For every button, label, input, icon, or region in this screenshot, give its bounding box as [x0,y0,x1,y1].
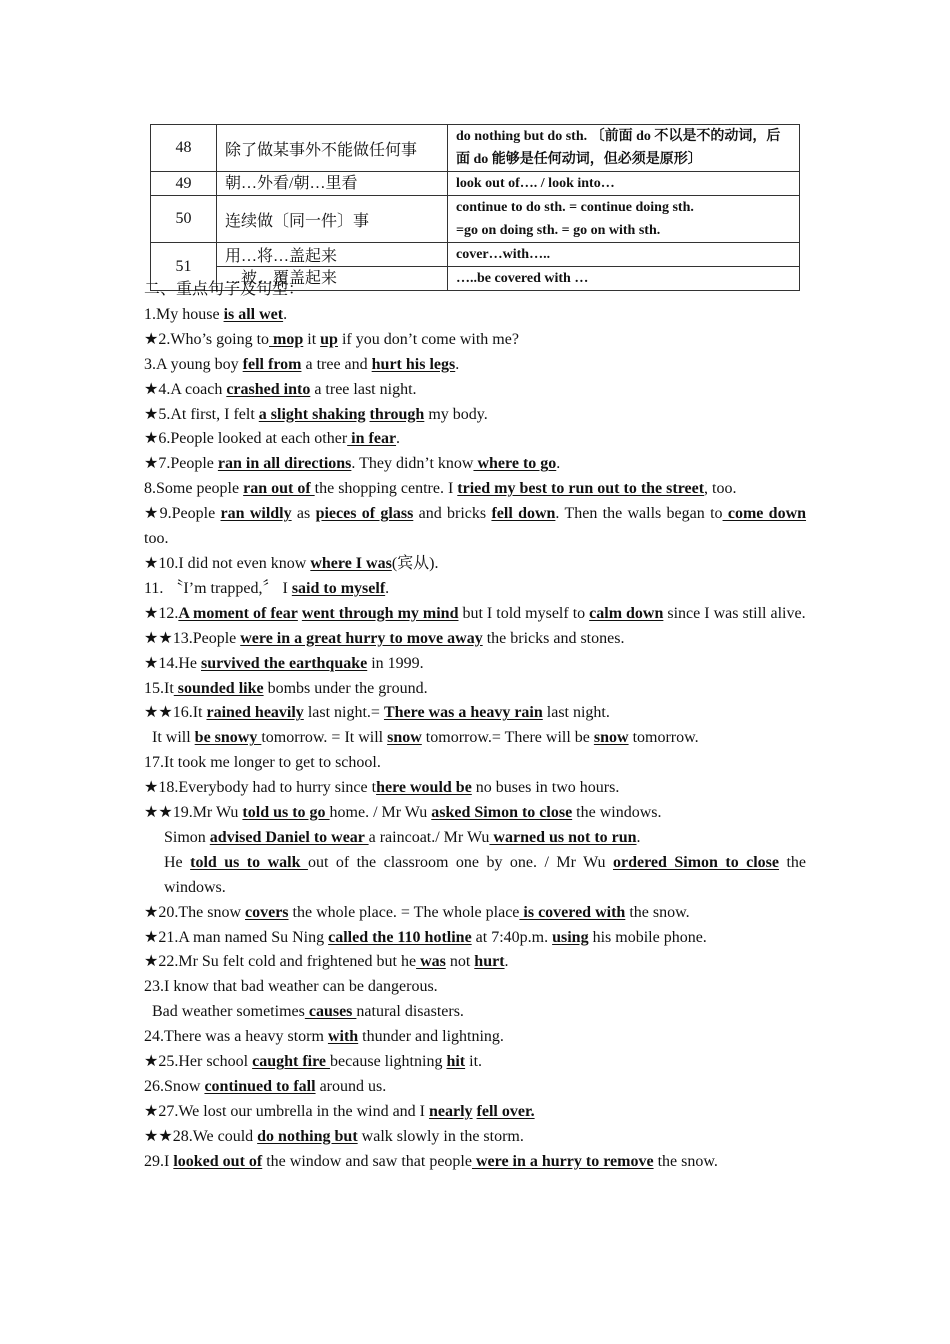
sentence-text: it [303,330,321,348]
section-title: 二、重点句子及句型： [144,281,305,298]
key-phrase: where I was [310,554,392,572]
sentence-text: (宾从). [391,554,439,572]
sentence-text: . [636,828,641,846]
key-phrase: ordered Simon to close [612,853,780,871]
key-phrase: where to go [473,455,557,473]
sentence-text: 24.There was a heavy storm [144,1028,328,1046]
key-phrase: covers [245,903,289,921]
sentence-text: 1.My house [144,305,224,323]
sentence-line [144,975,806,1000]
key-phrase: calm down [589,604,664,622]
key-phrase: fell over. [476,1102,535,1120]
chinese-meaning: 除了做某事外不能做任何事 [217,125,448,172]
sentence-text: tomorrow. = It will [261,729,388,747]
key-phrase: said to myself [291,579,386,597]
sentence-text: it. [465,1053,483,1071]
table-row [151,243,800,267]
sentence-text: ★14.He [144,654,201,672]
table-row [151,196,800,243]
row-number: 50 [151,196,217,243]
sentence-line [144,1075,806,1100]
key-phrase: called the 110 hotline [328,928,472,946]
sentence-text: 15.It [144,679,174,697]
key-phrase: come down [722,505,807,523]
sentence-text: 3.A young boy [144,355,243,373]
key-phrase: pieces of glass [315,505,414,523]
key-phrase: fell from [242,355,302,373]
sentence-line [144,776,806,801]
sentence-text: his mobile phone. [588,928,707,946]
sentence-text: 17.It took me longer to get to school. [144,754,381,772]
sentence-text: natural disasters. [356,1003,464,1021]
sentence-text: thunder and lightning. [358,1028,504,1046]
vocabulary-table-container [150,124,800,291]
sentence-text: since I was still alive. [663,604,806,622]
sentence-text: ★22.Mr Su felt cold and frightened but he [144,953,417,971]
key-phrase: went through my mind [301,604,459,622]
sentence-line [144,851,806,901]
key-phrase: nearly [429,1102,473,1120]
key-phrase: ran in all directions [217,455,352,473]
key-phrase: up [320,330,338,348]
sentence-text: ★7.People [144,455,218,473]
sentence-line [144,926,806,951]
key-phrase: fell down [491,505,556,523]
key-phrase: advised Daniel to wear [209,828,369,846]
sentence-line [144,1000,806,1025]
sentence-line [144,1100,806,1125]
key-phrase: rained heavily [206,704,304,722]
key-phrase: in fear [347,430,397,448]
sentence-text: . They didn’t know [351,455,474,473]
key-phrase: here would be [376,779,472,797]
sentence-line [144,652,806,677]
sentence-line [144,1025,806,1050]
key-phrase: a slight shaking [258,405,366,423]
sentence-text: ★5.At first, I felt [144,405,259,423]
sentence-text: last night. [542,704,610,722]
sentence-text: tomorrow. [628,729,699,747]
sentence-text: and bricks [413,505,492,523]
key-phrase: told us to walk [190,853,308,871]
sentence-text: ★★16.It [144,704,207,722]
sentence-line [144,950,806,975]
sentence-line [144,477,806,502]
sentence-text: ★9.People [144,505,221,523]
sentence-text: out of the classroom one by one. / Mr Wu [307,853,613,871]
sentence-text: too. [144,530,169,548]
sentence-text: the snow. [625,903,690,921]
key-phrase: A moment of fear [178,604,298,622]
table-row [151,125,800,172]
key-phrase: was [416,953,446,971]
vocabulary-table [150,124,800,291]
sentence-text: the shopping centre. I [314,480,458,498]
sentence-text: 29.I [144,1152,174,1170]
sentence-text: ★★19.Mr Wu [144,804,243,822]
sentence-text: because lightning [330,1053,447,1071]
english-phrase [448,196,800,243]
english-phrase-line: =go on doing sth. = go on with sth. [456,223,661,238]
sentence-text: . [283,305,288,323]
sentence-text: . [504,953,509,971]
sentence-text: the windows. [572,804,662,822]
key-phrase: hurt his legs [371,355,456,373]
key-phrase: asked Simon to close [431,804,573,822]
sentence-line [144,502,806,552]
sentence-text: as [291,505,316,523]
sentence-text: a raincoat./ Mr Wu [368,828,490,846]
sentence-text: ★21.A man named Su Ning [144,928,329,946]
sentence-text: ★★13.People [144,629,241,647]
sentence-text: the whole place. = The whole place [288,903,520,921]
sentence-text: Bad weather sometimes [152,1003,305,1021]
sentence-text: my body. [424,405,488,423]
sentence-text: home. / Mr Wu [329,804,432,822]
key-phrase: warned us not to run [489,828,637,846]
key-phrase: ran out of [243,480,315,498]
english-phrase: cover…with….. [448,243,800,267]
key-phrase: snow [593,729,629,747]
sentence-text: Simon [164,828,210,846]
sentence-text: . [385,579,390,597]
key-phrase: survived the earthquake [201,654,368,672]
sentence-text: around us. [315,1078,387,1095]
chinese-meaning: 连续做〔同一件〕事 [217,196,448,243]
sentence-text: bombs under the ground. [263,679,428,697]
sentence-text: the snow. [653,1152,718,1170]
sentence-line [144,452,806,477]
sentence-text: no buses in two hours. [471,779,620,797]
sentence-line [144,602,806,627]
chinese-meaning: …被…覆盖起来 [217,267,448,291]
sentence-line [144,378,806,403]
sentence-text: It will [152,729,195,747]
sentence-line [144,801,806,826]
sentence-text: ★4.A coach [144,380,227,398]
key-phrase: looked out of [173,1152,263,1170]
sentence-text: 26.Snow [144,1078,205,1095]
sentence-text: ★10.I did not even know [144,554,311,572]
sentence-text: last night.= [303,704,384,722]
sentence-line [144,303,806,328]
key-phrase: were in a great hurry to move away [240,629,483,647]
key-phrase: caught fire [252,1053,331,1071]
chinese-meaning: 用…将…盖起来 [217,243,448,267]
english-phrase: …..be covered with … [448,267,800,291]
sentence-text: the bricks and stones. [482,629,625,647]
key-phrase: using [552,928,589,946]
sentence-text: . [455,355,460,373]
sentence-line [144,1150,806,1175]
sentence-text: 8.Some people [144,480,244,498]
sentence-line [144,328,806,353]
key-sentences-section [144,278,806,1175]
sentence-text: ★18.Everybody had to hurry since t [144,779,377,797]
key-phrase: causes [304,1003,357,1021]
sentence-line [144,552,806,577]
sentence-line [144,353,806,378]
key-phrase: through [369,405,425,423]
sentence-text: ★27.We lost our umbrella in the wind and I [144,1102,429,1120]
sentence-text: a tree last night. [310,380,417,398]
sentence-text: ★★28.We could [144,1127,258,1145]
sentence-text: ★25.Her school [144,1053,253,1071]
row-number: 48 [151,125,217,172]
key-phrase: were in a hurry to remove [471,1152,654,1170]
sentence-text: at 7:40p.m. [471,928,553,946]
key-phrase: hurt [474,953,505,971]
sentence-text: the window and saw that people [262,1152,472,1170]
sentence-text: the windows. [164,853,807,896]
key-phrase: do nothing but [257,1127,358,1145]
sentence-text: if you don’t come with me? [337,330,519,348]
key-phrase: with [327,1028,359,1046]
key-phrase: be snowy [194,729,262,747]
key-phrase: is covered with [519,903,626,921]
sentence-text: not [445,953,475,971]
sentence-line [144,826,806,851]
key-phrase: is all wet [223,305,284,323]
key-phrase: sounded like [173,679,264,697]
sentence-line [144,1050,806,1075]
key-phrase: told us to go [242,804,330,822]
key-phrase: There was a heavy rain [383,704,543,722]
sentence-text: ★12. [144,604,179,622]
sentence-line [144,701,806,726]
key-phrase: tried my best to run out to the street [457,480,705,498]
english-phrase-line: continue to do sth. = continue doing sth. [456,200,694,215]
key-phrase: hit [446,1053,466,1071]
key-phrase: continued to fall [204,1078,316,1095]
sentence-text: tomorrow.= There will be [421,729,594,747]
key-phrase: ran wildly [220,505,292,523]
sentence-text: ★20.The snow [144,903,245,921]
row-number: 49 [151,172,217,196]
sentence-line [144,677,806,702]
sentence-text: ★2.Who’s going to [144,330,270,348]
sentence-text: , too. [704,480,737,498]
sentence-text: in 1999. [367,654,424,672]
table-row [151,172,800,196]
english-phrase: do nothing but do sth. 〔前面 do 不以是不的动词，后面 do 能够是任何动词，但必须是原形〕 [448,125,800,172]
sentence-line [144,751,806,776]
sentence-text: but I told myself to [458,604,590,622]
sentence-line [144,627,806,652]
sentence-text: 23.I know that bad weather can be dangerous. [144,978,438,996]
english-phrase: look out of…. / look into… [448,172,800,196]
sentence-line [144,427,806,452]
sentence-line [144,577,806,602]
sentence-text: . [556,455,561,473]
sentence-line [144,1125,806,1150]
key-phrase: crashed into [226,380,311,398]
sentence-text: . [396,430,401,448]
row-number: 51 [151,243,217,291]
sentence-text: ★6.People looked at each other [144,430,348,448]
sentence-line [144,901,806,926]
sentence-text: 11. 〝I’m trapped,〞 I [144,579,292,597]
key-phrase: mop [269,330,304,348]
sentence-text: . Then the walls began to [555,505,723,523]
sentence-line [144,726,806,751]
sentence-text: walk slowly in the storm. [357,1127,524,1145]
sentence-text: He [164,853,191,871]
key-phrase: snow [387,729,422,747]
sentence-line [144,403,806,428]
sentence-text: a tree and [301,355,372,373]
chinese-meaning: 朝…外看/朝…里看 [217,172,448,196]
